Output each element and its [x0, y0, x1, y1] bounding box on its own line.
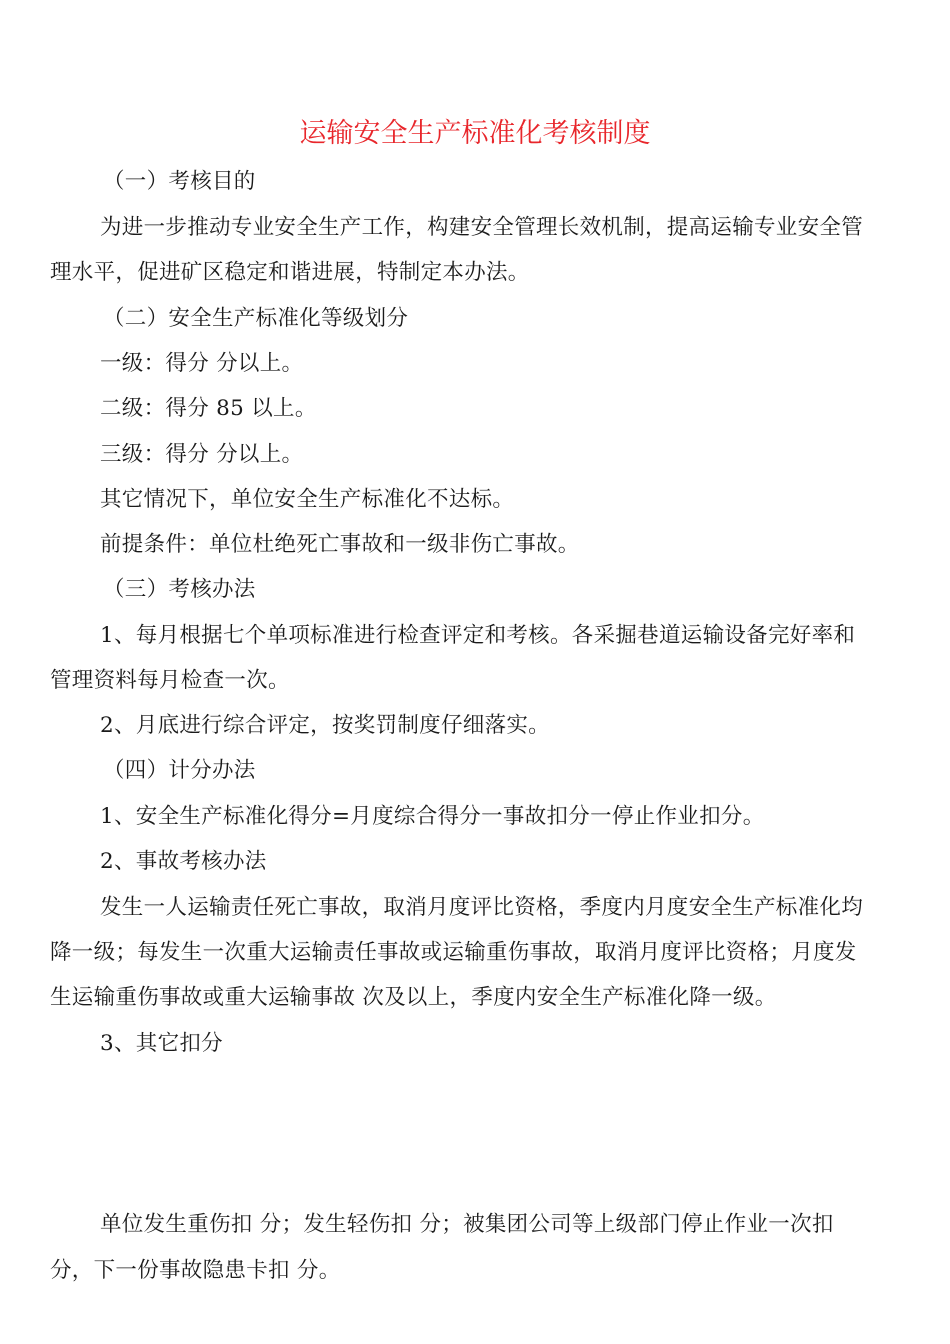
- paragraph-line: 1、安全生产标准化得分=月度综合得分一事故扣分一停止作业扣分。: [100, 804, 765, 829]
- grade-level-2: 二级：得分 85 以上。: [100, 396, 317, 421]
- grade-level-1: 一级：得分 分以上。: [100, 351, 304, 376]
- paragraph-line: 2、月底进行综合评定，按奖罚制度仔细落实。: [100, 713, 550, 738]
- paragraph-line: 其它情况下，单位安全生产标准化不达标。: [100, 487, 515, 512]
- paragraph-line: 2、事故考核办法: [100, 849, 267, 874]
- paragraph-line: 管理资料每月检查一次。: [50, 668, 290, 693]
- paragraph-line: 发生一人运输责任死亡事故，取消月度评比资格，季度内月度安全生产标准化均: [100, 895, 864, 920]
- section-heading-2: （二）安全生产标准化等级划分: [103, 306, 409, 331]
- paragraph-line: 理水平，促进矿区稳定和谐进展，特制定本办法。: [50, 260, 530, 285]
- grade-level-3: 三级：得分 分以上。: [100, 442, 304, 467]
- paragraph-line: 单位发生重伤扣 分；发生轻伤扣 分；被集团公司等上级部门停止作业一次扣: [100, 1212, 834, 1237]
- paragraph-line: 生运输重伤事故或重大运输事故 次及以上，季度内安全生产标准化降一级。: [50, 985, 777, 1010]
- paragraph-line: 3、其它扣分: [100, 1031, 223, 1056]
- paragraph-line: 为进一步推动专业安全生产工作，构建安全管理长效机制，提高运输专业安全管: [100, 215, 864, 240]
- paragraph-line: 分，下一份事故隐患卡扣 分。: [50, 1258, 341, 1283]
- paragraph-line: 降一级；每发生一次重大运输责任事故或运输重伤事故，取消月度评比资格；月度发: [50, 940, 857, 965]
- paragraph-line: 前提条件：单位杜绝死亡事故和一级非伤亡事故。: [100, 532, 580, 557]
- paragraph-line: 1、每月根据七个单项标准进行检查评定和考核。各采掘巷道运输设备完好率和: [100, 623, 856, 648]
- section-heading-3: （三）考核办法: [103, 577, 256, 602]
- section-heading-1: （一）考核目的: [103, 169, 256, 194]
- section-heading-4: （四）计分办法: [103, 758, 256, 783]
- document-title: 运输安全生产标准化考核制度: [299, 118, 651, 149]
